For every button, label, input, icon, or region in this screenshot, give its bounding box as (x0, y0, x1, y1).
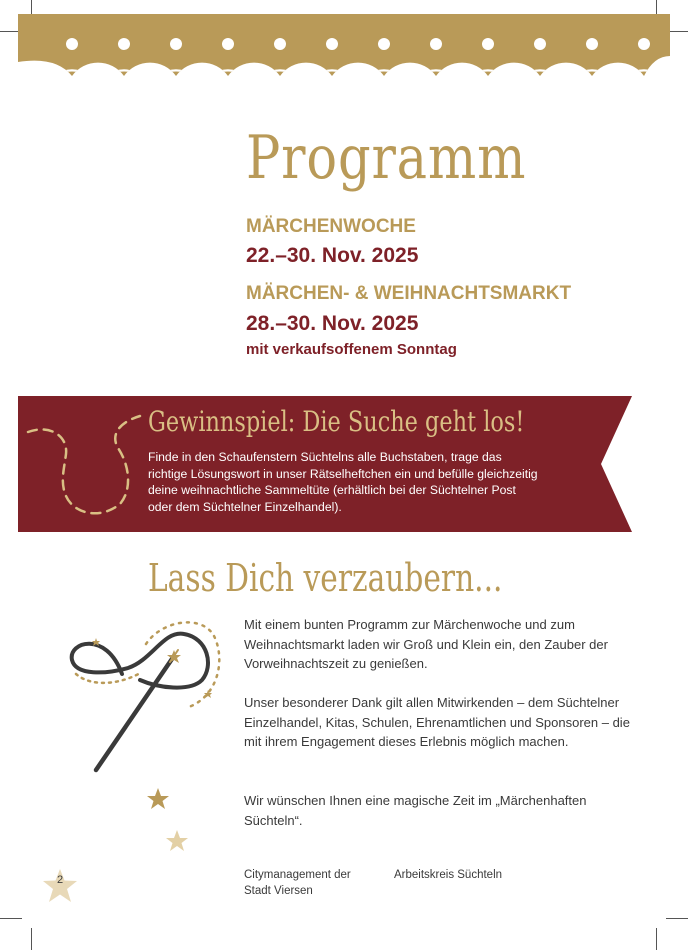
needle-and-thread-icon (62, 610, 234, 780)
event-note: mit verkaufsoffenem Sonntag (246, 341, 457, 358)
page-title: Programm (246, 123, 527, 193)
signature-citymanagement: Citymanagement der Stadt Viersen (244, 869, 351, 897)
crop-mark-bottom-right-v (656, 928, 657, 950)
event-date-maerchenwoche: 22.–30. Nov. 2025 (246, 244, 419, 267)
star-icon (165, 829, 189, 853)
intro-paragraph: Wir wünschen Ihnen eine magische Zeit im „Märchenhaften Süchteln“. (244, 793, 587, 828)
event-date-weihnachtsmarkt: 28.–30. Nov. 2025 (246, 312, 419, 335)
star-icon (146, 787, 170, 811)
intro-paragraph: Unser besonderer Dank gilt allen Mitwirkenden – dem Süchtelner Einzelhandel, Kitas, Schulen, Ehrenamtlichen und Sponsoren – die mit ihrem Engagement dieses Erlebnis möglich machen. (244, 695, 630, 749)
event-title-maerchenwoche: MÄRCHENWOCHE (246, 216, 416, 237)
crop-mark-bottom-left-h (0, 918, 22, 919)
crop-mark-bottom-left-v (31, 928, 32, 950)
page-number: 2 (56, 874, 64, 886)
scallop-border-icon (18, 14, 670, 90)
intro-paragraph: Mit einem bunten Programm zur Märchenwoche und zum Weihnachtsmarkt laden wir Groß und Klein ein, den Zauber der Vorweihnachtszeit zu genießen. (244, 617, 608, 671)
event-title-weihnachtsmarkt: MÄRCHEN- & WEIHNACHTSMARKT (246, 283, 572, 304)
crop-mark-bottom-right-h (666, 918, 688, 919)
signature-arbeitskreis: Arbeitskreis Süchteln (394, 869, 503, 881)
contest-title: Gewinnspiel: Die Suche geht los! (148, 405, 525, 438)
intro-heading: Lass Dich verzaubern... (148, 556, 503, 600)
contest-text: Finde in den Schaufenstern Süchtelns alle Buchstaben, trage das richtige Lösungswort in unser Rätselheftchen ein und befülle gleichzeitig deine weihnachtliche Sammeltüte (erhältlich bei der Süchtelner Post oder dem Süchtelner Einzelhandel). (148, 450, 538, 514)
